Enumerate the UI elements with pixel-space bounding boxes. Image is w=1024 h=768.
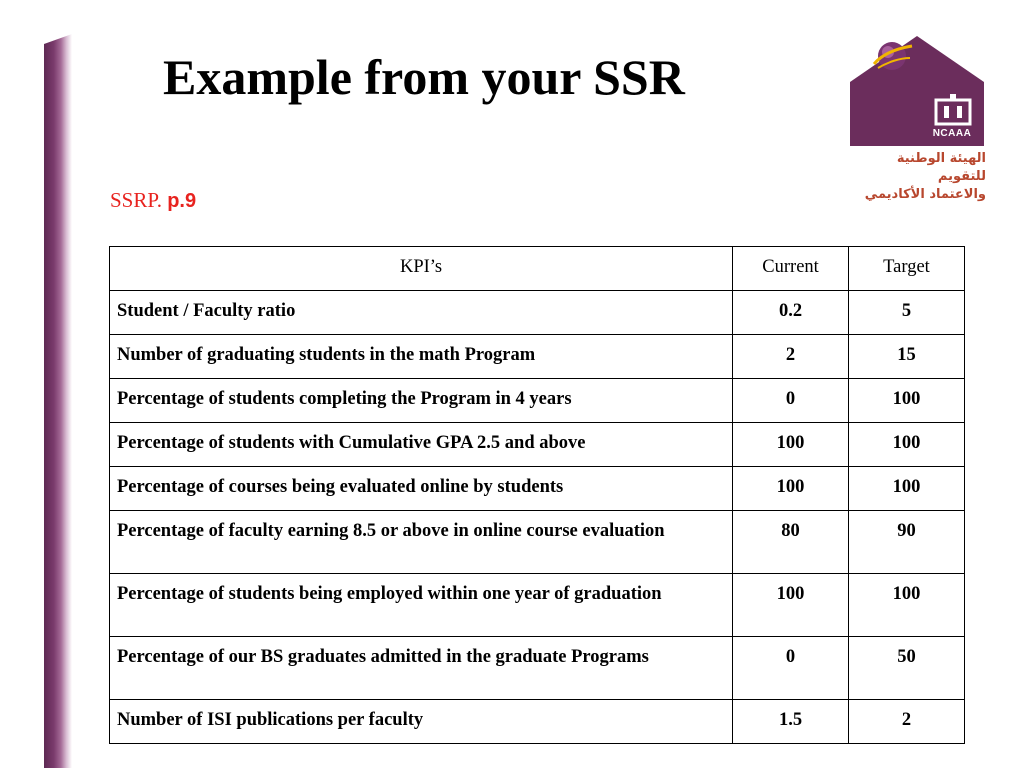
current-cell: 0.2 bbox=[733, 291, 849, 335]
logo-arabic-text bbox=[850, 150, 986, 204]
table-row bbox=[110, 467, 965, 511]
target-cell: 15 bbox=[849, 335, 965, 379]
kpi-cell: Percentage of our BS graduates admitted in the graduate Programs bbox=[110, 637, 733, 700]
kpi-table bbox=[109, 246, 965, 744]
target-cell: 100 bbox=[849, 379, 965, 423]
header-kpi: KPI’s bbox=[110, 247, 733, 291]
target-cell: 100 bbox=[849, 467, 965, 511]
kpi-cell: Student / Faculty ratio bbox=[110, 291, 733, 335]
table-row bbox=[110, 423, 965, 467]
subtitle-prefix: SSRP. bbox=[110, 188, 162, 212]
table-row bbox=[110, 511, 965, 574]
current-cell: 2 bbox=[733, 335, 849, 379]
kpi-cell: Percentage of students being employed within one year of graduation bbox=[110, 574, 733, 637]
table-row bbox=[110, 637, 965, 700]
logo-arabic-line-2: والاعتماد الأكاديمي bbox=[864, 187, 986, 202]
current-cell: 80 bbox=[733, 511, 849, 574]
kpi-cell: Percentage of students completing the Program in 4 years bbox=[110, 379, 733, 423]
current-cell: 0 bbox=[733, 637, 849, 700]
kpi-cell: Percentage of students with Cumulative GPA 2.5 and above bbox=[110, 423, 733, 467]
logo-abbreviation: NCAAA bbox=[932, 128, 972, 139]
target-cell: 90 bbox=[849, 511, 965, 574]
slide-subtitle bbox=[110, 188, 196, 213]
table-row bbox=[110, 700, 965, 744]
current-cell: 100 bbox=[733, 467, 849, 511]
kpi-cell: Number of graduating students in the math Program bbox=[110, 335, 733, 379]
header-target: Target bbox=[849, 247, 965, 291]
header-current: Current bbox=[733, 247, 849, 291]
current-cell: 100 bbox=[733, 574, 849, 637]
table-row bbox=[110, 291, 965, 335]
kpi-cell: Percentage of courses being evaluated online by students bbox=[110, 467, 733, 511]
target-cell: 100 bbox=[849, 423, 965, 467]
target-cell: 100 bbox=[849, 574, 965, 637]
current-cell: 100 bbox=[733, 423, 849, 467]
kpi-cell: Number of ISI publications per faculty bbox=[110, 700, 733, 744]
table-row bbox=[110, 574, 965, 637]
table-row bbox=[110, 379, 965, 423]
target-cell: 50 bbox=[849, 637, 965, 700]
current-cell: 0 bbox=[733, 379, 849, 423]
table-row bbox=[110, 335, 965, 379]
subtitle-page: p.9 bbox=[167, 190, 197, 212]
kpi-cell: Percentage of faculty earning 8.5 or above in online course evaluation bbox=[110, 511, 733, 574]
left-accent-bar bbox=[44, 34, 72, 768]
target-cell: 2 bbox=[849, 700, 965, 744]
ncaaa-mark-icon bbox=[934, 92, 972, 126]
table-header-row bbox=[110, 247, 965, 291]
slide-title: Example from your SSR bbox=[163, 49, 685, 105]
logo-arabic-line-1: الهيئة الوطنية للتقويم bbox=[896, 151, 986, 184]
target-cell: 5 bbox=[849, 291, 965, 335]
globe-swirl-icon bbox=[870, 38, 914, 78]
current-cell: 1.5 bbox=[733, 700, 849, 744]
ncaaa-logo bbox=[850, 36, 986, 202]
